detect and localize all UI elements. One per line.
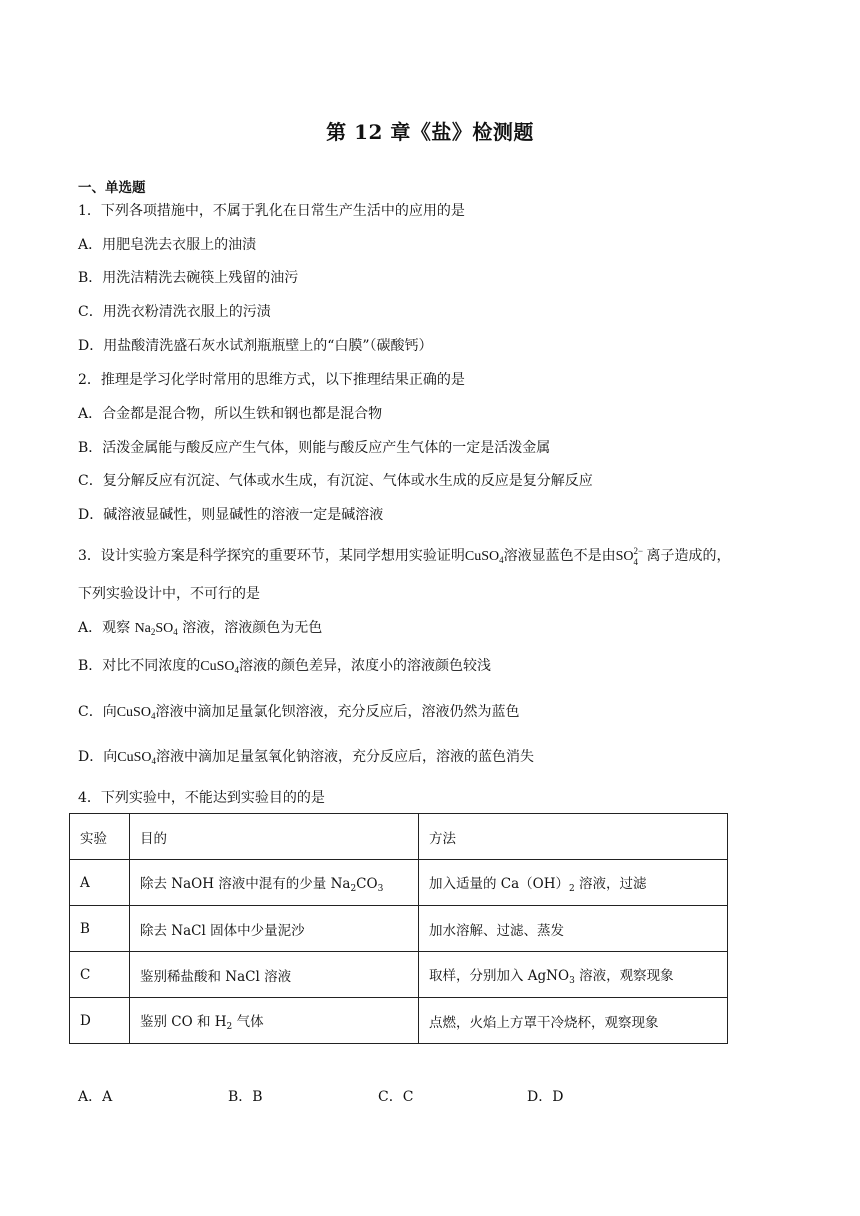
formula-na2so4: $Na_2SO_4$	[134, 621, 178, 637]
question-3-stem-continued: 下列实验设计中，不可行的是	[78, 586, 260, 602]
table-cell-goal: 鉴别稀盐酸和 NaCl 溶液	[130, 952, 419, 998]
section-heading: 一、单选题	[78, 180, 146, 196]
table-row	[70, 906, 728, 952]
table-cell-goal: 除去 NaOH 溶液中混有的少量 $Na_2CO_3$	[130, 860, 419, 906]
header-cell: 方法	[419, 814, 728, 860]
table-cell-goal: 除去 NaCl 固体中少量泥沙	[130, 906, 419, 952]
question-3-option-a: A．观察 $Na_2SO_4$ 溶液，溶液颜色为无色	[78, 620, 323, 637]
question-1-option-d: D．用盐酸清洗盛石灰水试剂瓶瓶壁上的“白膜”（碳酸钙）	[78, 338, 433, 354]
question-1-option-c: C．用洗衣粉清洗衣服上的污渍	[78, 304, 271, 320]
header-cell: 实验	[70, 814, 130, 860]
question-3-option-b: B．对比不同浓度的CuSO$_4$溶液的颜色差异，浓度小的溶液颜色较浅	[78, 658, 492, 675]
question-1-option-a: A．用肥皂洗去衣服上的油渍	[78, 237, 257, 253]
formula-sulfate-ion: SO 2− 4	[615, 546, 644, 567]
answer-choice-d: D．D	[527, 1089, 564, 1105]
question-2-option-c: C．复分解反应有沉淀、气体或水生成，有沉淀、气体或水生成的反应是复分解反应	[78, 473, 593, 489]
table-cell-id: B	[70, 906, 130, 952]
table-cell-method: 加水溶解、过滤、蒸发	[419, 906, 728, 952]
question-1-option-b: B．用洗洁精洗去碗筷上残留的油污	[78, 270, 299, 286]
question-3-stem	[78, 547, 731, 569]
table-header-row	[70, 814, 728, 860]
formula-cuso4: CuSO$_4$	[117, 750, 156, 766]
question-2-option-b: B．活泼金属能与酸反应产生气体，则能与酸反应产生气体的一定是活泼金属	[78, 440, 551, 456]
question-3-option-d: D．向CuSO$_4$溶液中滴加足量氢氧化钠溶液，充分反应后，溶液的蓝色消失	[78, 749, 534, 766]
stem-text: 3．设计实验方案是科学探究的重要环节，某同学想用实验证明	[78, 548, 465, 564]
formula-cuso4: CuSO$_4$	[200, 659, 240, 675]
table-row	[70, 860, 728, 906]
formula-cuso4: CuSO$_4$	[464, 549, 504, 565]
question-4-stem: 4．下列实验中，不能达到实验目的的是	[78, 790, 325, 806]
answer-choice-a: A．A	[78, 1089, 113, 1105]
question-3-option-c: C．向CuSO$_4$溶液中滴加足量氯化钡溶液，充分反应后，溶液仍然为蓝色	[78, 704, 520, 721]
header-cell: 目的	[130, 814, 419, 860]
question-1-stem: 1．下列各项措施中，不属于乳化在日常生产生活中的应用的是	[78, 203, 465, 219]
question-2-option-d: D．碱溶液显碱性，则显碱性的溶液一定是碱溶液	[78, 507, 384, 523]
question-2-option-a: A．合金都是混合物，所以生铁和钢也都是混合物	[78, 406, 383, 422]
answer-choice-c: C．C	[378, 1089, 414, 1105]
table-cell-id: C	[70, 952, 130, 998]
stem-text: 溶液显蓝色不是由	[503, 548, 616, 564]
answer-choice-b: B．B	[228, 1089, 263, 1105]
table-cell-id: A	[70, 860, 130, 906]
table-cell-method: 加入适量的 $Ca(OH)_2$ 溶液，过滤	[419, 860, 728, 906]
table-cell-id: D	[70, 998, 130, 1044]
table-cell-method: 点燃，火焰上方罩干冷烧杯，观察现象	[419, 998, 728, 1044]
table-cell-goal: 鉴别 CO 和 $H_2$ 气体	[130, 998, 419, 1044]
table-cell-method: 取样，分别加入 AgNO$_3$ 溶液，观察现象	[419, 952, 728, 998]
page-title: 第 12 章《盐》检测题	[326, 120, 534, 144]
table-row	[70, 952, 728, 998]
question-2-stem: 2．推理是学习化学时常用的思维方式，以下推理结果正确的是	[78, 372, 465, 388]
table-row	[70, 998, 728, 1044]
formula-cuso4: CuSO$_4$	[116, 705, 156, 721]
experiment-table	[69, 813, 728, 1044]
stem-text: 离子造成的，	[646, 548, 731, 564]
